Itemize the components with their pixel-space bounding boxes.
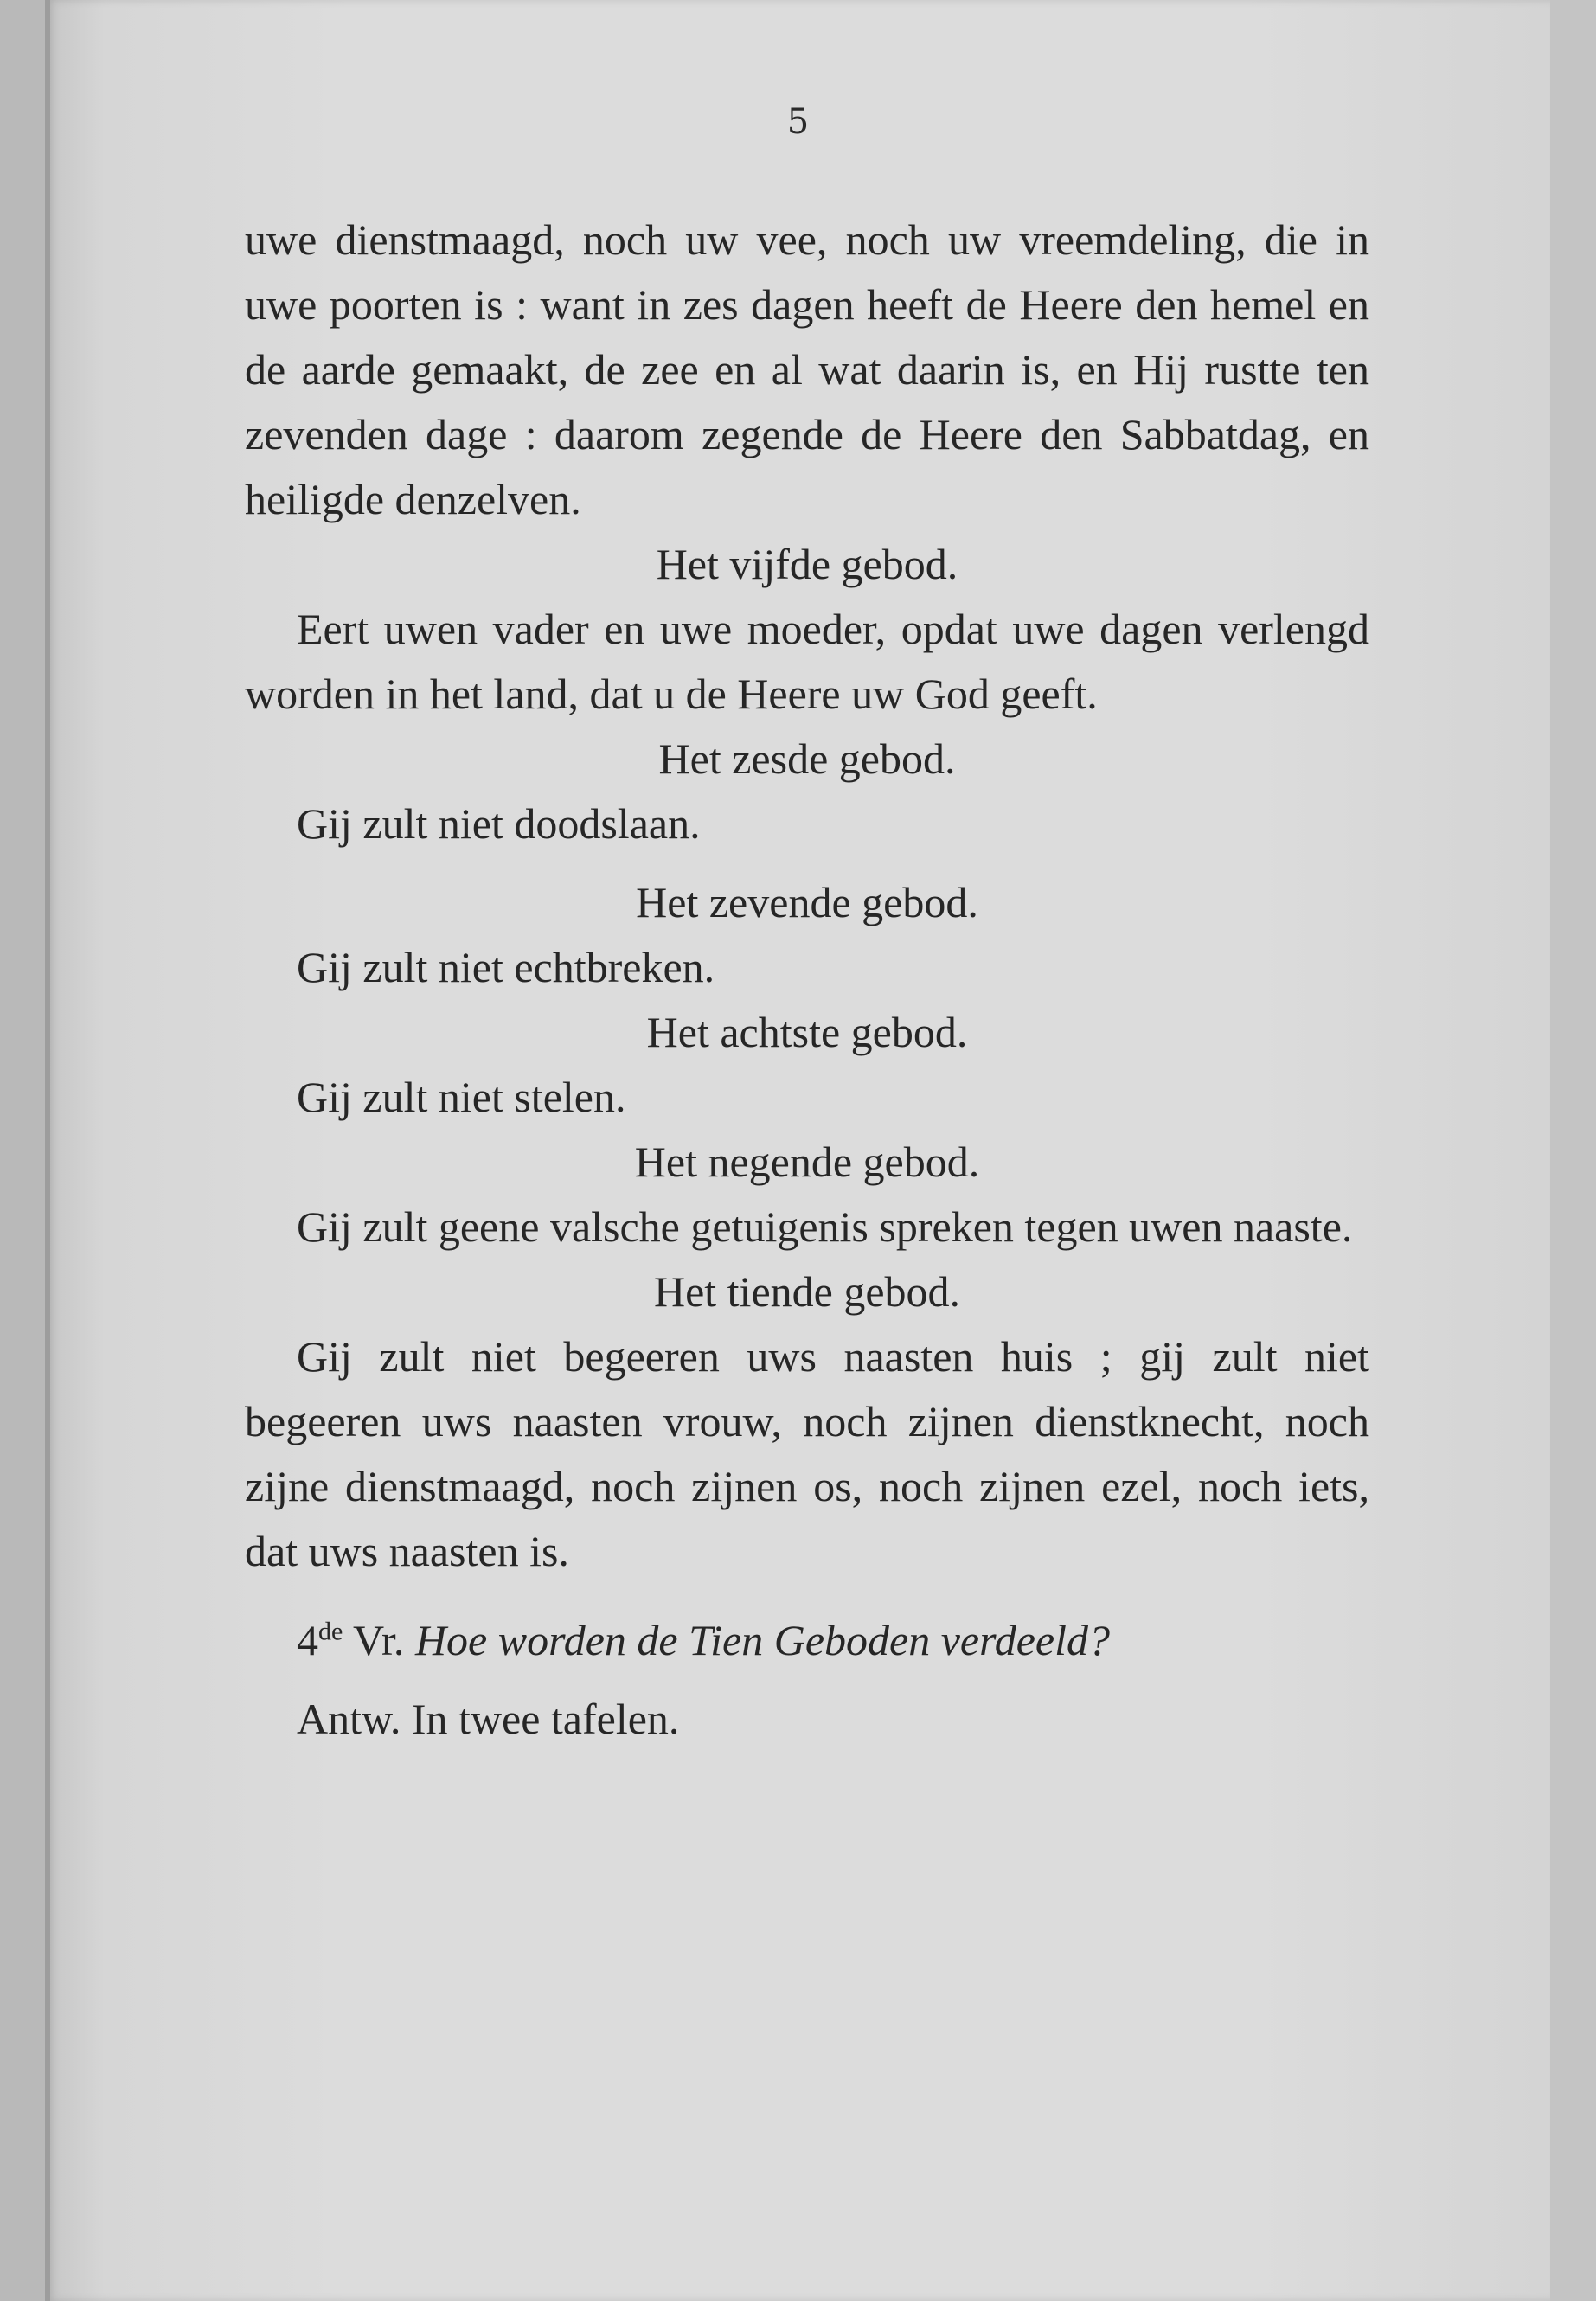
paragraph-eighth-commandment: Gij zult niet stelen. xyxy=(297,1073,626,1121)
scan-background-edge xyxy=(1550,0,1596,2301)
paragraph-ninth-commandment: Gij zult geene valsche getuigenis spreken tegen uwen naaste. xyxy=(297,1202,1353,1251)
heading-tenth-commandment: Het tiende gebod. xyxy=(653,1267,961,1316)
paragraph-tenth-commandment: Gij zult niet begeeren uws naasten huis ; gij zult niet begeeren uws naasten vrouw, noch zijnen dienstknecht, noch zijne dienstmaagd, noch zijnen os, noch zijnen ezel, noch iets, dat uws naasten is. xyxy=(245,1332,1369,1575)
heading-eighth-commandment: Het achtste gebod. xyxy=(646,1008,968,1056)
page-spine-edge xyxy=(45,0,50,2301)
paragraph-sixth-commandment: Gij zult niet doodslaan. xyxy=(297,799,701,848)
heading-seventh-commandment: Het zevende gebod. xyxy=(636,878,978,926)
question-number-suffix: de xyxy=(318,1617,343,1646)
page-text xyxy=(245,208,1369,1752)
question-label: Vr. xyxy=(352,1616,405,1664)
question-number: 4 xyxy=(297,1616,318,1664)
heading-sixth-commandment: Het zesde gebod. xyxy=(658,734,956,783)
page-number: 5 xyxy=(786,102,810,142)
heading-ninth-commandment: Het negende gebod. xyxy=(634,1138,980,1186)
paragraph-fifth-commandment: Eert uwen vader en uwe moeder, opdat uwe dagen verlengd worden in het land, dat u de Heere uw God geeft. xyxy=(245,605,1369,718)
heading-fifth-commandment: Het vijfde gebod. xyxy=(656,540,958,588)
answer-label: Antw. xyxy=(297,1695,401,1743)
question-line xyxy=(245,1608,1369,1673)
answer-line xyxy=(245,1687,1369,1752)
paragraph-fourth-commandment-end: uwe dienstmaagd, noch uw vee, noch uw vreemdeling, die in uwe poorten is : want in zes dagen heeft de Heere den hemel en de aarde gemaakt, de zee en al wat daarin is, en Hij rustte ten zevenden dage : daarom zegende de Heere den Sabbatdag, en heiligde denzelven. xyxy=(245,215,1369,523)
answer-text: In twee tafelen. xyxy=(411,1695,680,1743)
paragraph-seventh-commandment: Gij zult niet echtbreken. xyxy=(297,943,715,991)
question-text: Hoe worden de Tien Geboden verdeeld? xyxy=(414,1616,1110,1664)
